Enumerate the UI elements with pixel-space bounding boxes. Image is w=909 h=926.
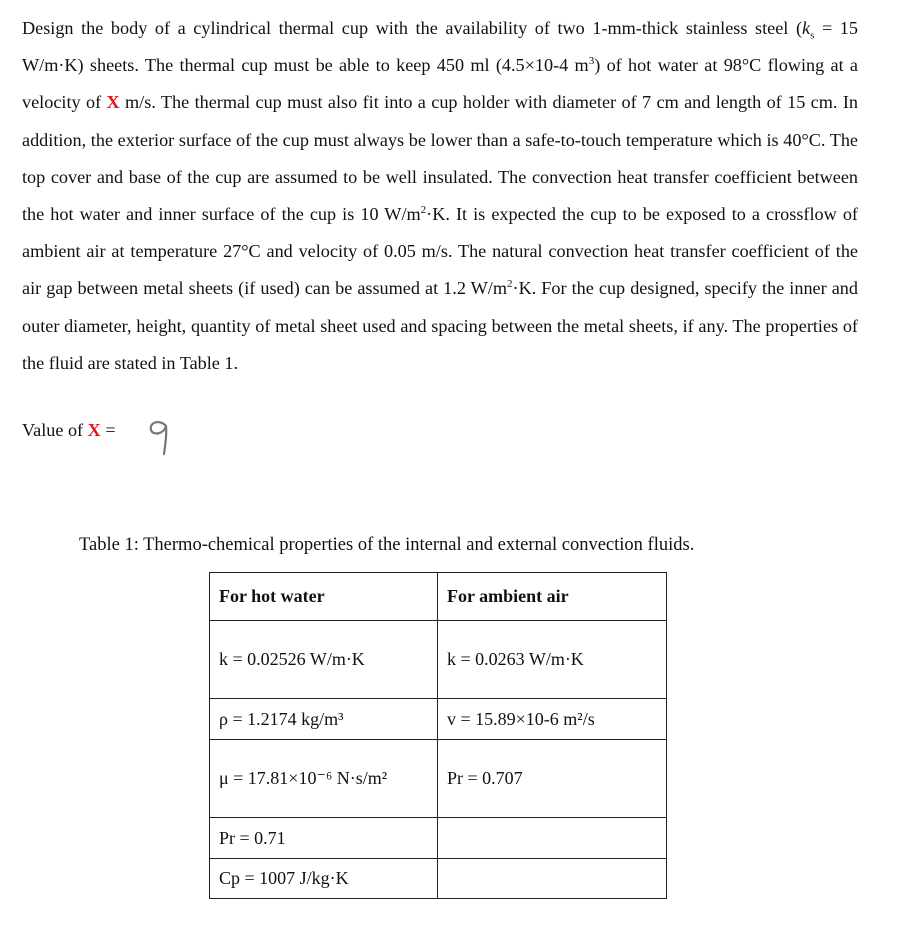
table-row bbox=[210, 699, 667, 740]
header-ambient-air: For ambient air bbox=[438, 573, 667, 621]
value-of-x-line: Value of X = bbox=[22, 420, 116, 440]
handwritten-value bbox=[146, 416, 176, 463]
x-variable: X bbox=[106, 92, 120, 113]
properties-table bbox=[209, 572, 667, 899]
table-header-row bbox=[210, 573, 667, 621]
table-caption: Table 1: Thermo-chemical properties of the internal and external convection fluids. bbox=[79, 535, 695, 555]
cell-water-rho: ρ = 1.2174 kg/m³ bbox=[210, 699, 438, 740]
cell-empty bbox=[438, 859, 667, 899]
cell-water-k: k = 0.02526 W/m·K bbox=[210, 621, 438, 699]
cell-water-pr: Pr = 0.71 bbox=[210, 818, 438, 859]
cell-water-mu: μ = 17.81×10⁻⁶ N·s/m² bbox=[210, 740, 438, 818]
cell-water-cp: Cp = 1007 J/kg·K bbox=[210, 859, 438, 899]
cell-air-nu: v = 15.89×10-6 m²/s bbox=[438, 699, 667, 740]
table-row bbox=[210, 818, 667, 859]
table-row bbox=[210, 740, 667, 818]
cell-air-k: k = 0.0263 W/m·K bbox=[438, 621, 667, 699]
handwritten-nine-icon bbox=[146, 416, 176, 458]
header-hot-water: For hot water bbox=[210, 573, 438, 621]
table-row bbox=[210, 859, 667, 899]
cell-air-pr: Pr = 0.707 bbox=[438, 740, 667, 818]
problem-statement: Design the body of a cylindrical thermal cup with the availability of two 1-mm-thick stainless steel ($k_s = 15$ W/m·K) sheets. The thermal cup must be able to keep 450 ml (4.5×10-4 $m^3$) of hot water at 98°C flowing at a velocity of X m/s. The thermal cup must also fit into a cup holder with diameter of 7 cm and length of 15 cm. In addition, the exterior surface of the cup must always be lower than a safe-to-touch temperature which is 40°C. The top cover and base of the cup are assumed to be well insulated. The convection heat transfer coefficient between the hot water and inner surface of the cup is 10 $W/m^2\cdot K$. It is expected the cup to be exposed to a crossflow of ambient air at temperature 27°C and velocity of 0.05 m/s. The natural convection heat transfer coefficient of the air gap between metal sheets (if used) can be assumed at 1.2 $W/m^2\cdot K$. For the cup designed, specify the inner and outer diameter, height, quantity of metal sheet used and spacing between the metal sheets, if any. The properties of the fluid are stated in Table 1. bbox=[22, 18, 858, 373]
table-row bbox=[210, 621, 667, 699]
cell-empty bbox=[438, 818, 667, 859]
